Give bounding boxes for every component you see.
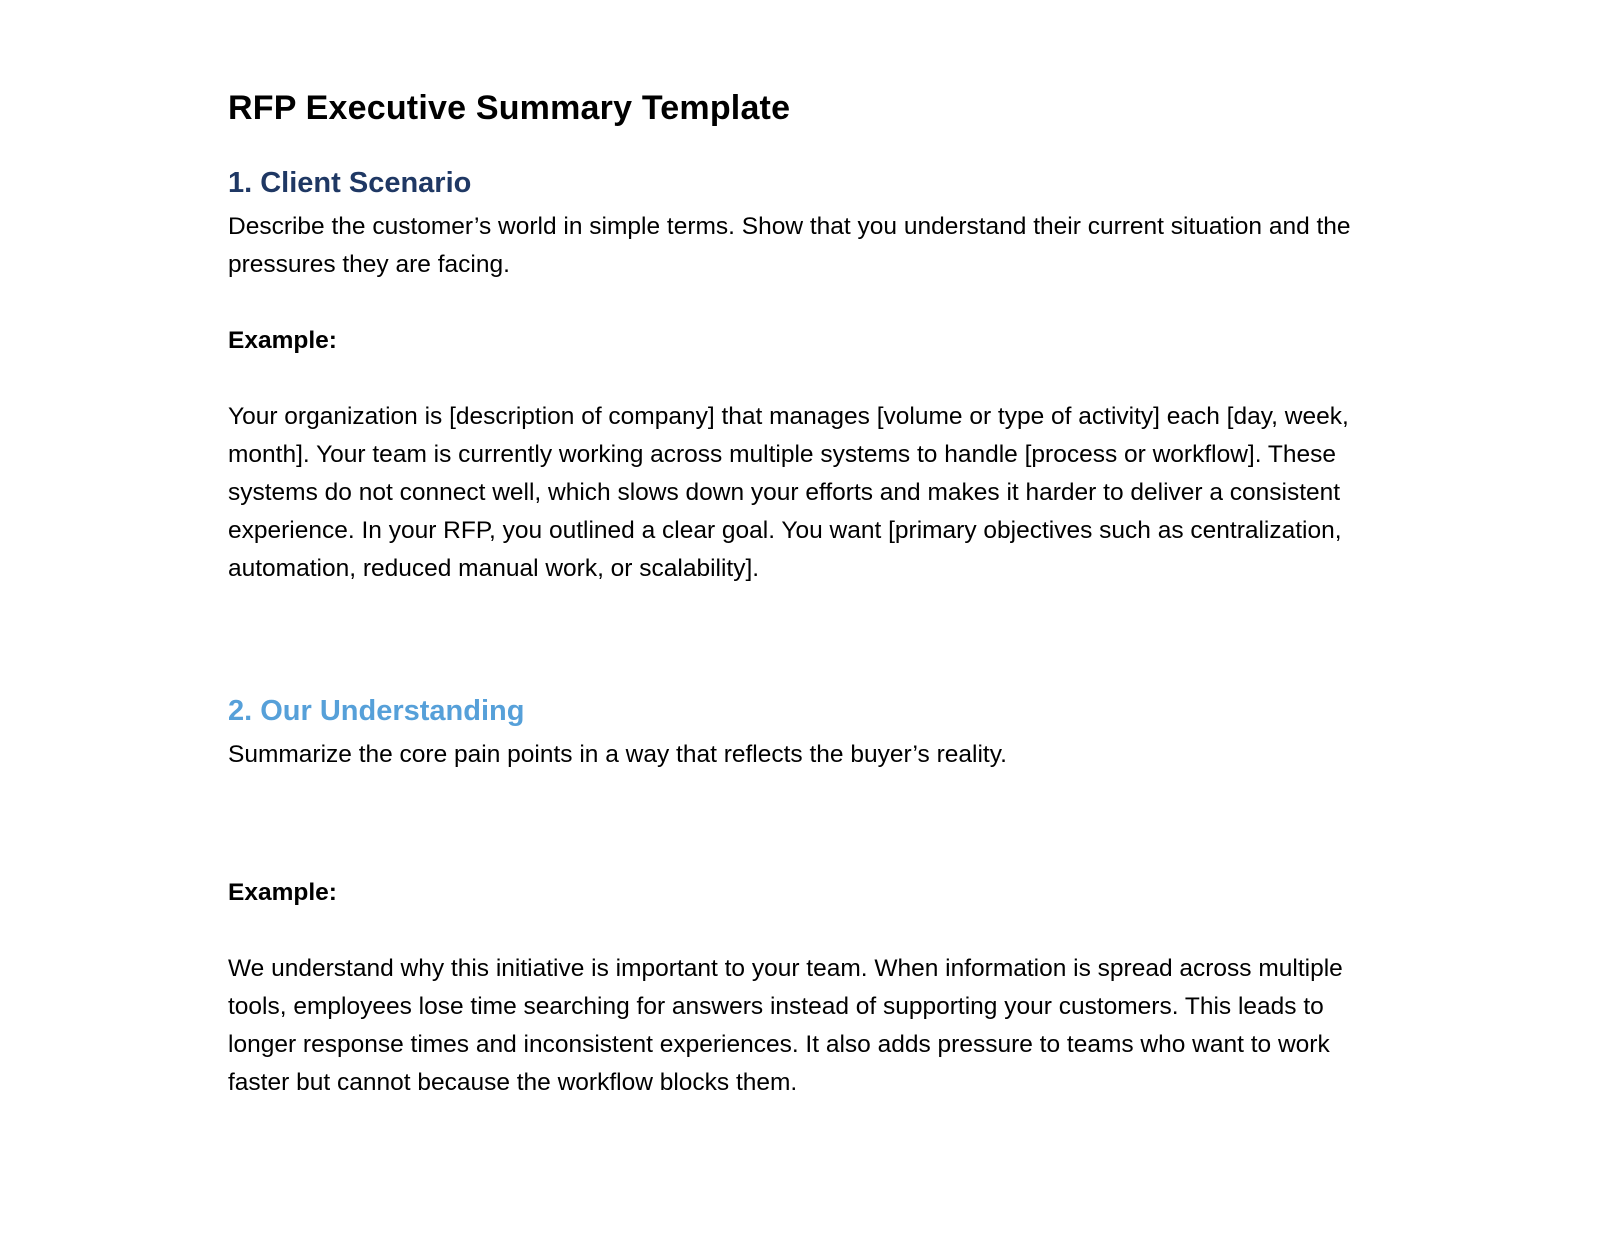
section-1-example-label: Example: (228, 327, 337, 354)
section-2-example-label: Example: (228, 879, 337, 906)
section-2-example-text: We understand why this initiative is important to your team. When information is spread across multiple tools, employees lose time searching for answers instead of supporting your customers. This leads to longer response times and inconsistent experiences. It also adds pressure to teams who want to work faster but cannot because the workflow blocks them. (228, 955, 1343, 1096)
section-1-heading: 1. Client Scenario (228, 167, 472, 199)
section-2-description: Summarize the core pain points in a way that reflects the buyer’s reality. (228, 741, 1007, 768)
section-1-description: Describe the customer’s world in simple terms. Show that you understand their current situation and the pressures they are facing. (228, 213, 1351, 278)
section-client-scenario (228, 166, 1356, 588)
document-title: RFP Executive Summary Template (228, 89, 791, 127)
section-1-example-text: Your organization is [description of company] that manages [volume or type of activity] each [day, week, month]. Your team is currently working across multiple systems to handle [process or workflow]. These systems do not connect well, which slows down your efforts and makes it harder to deliver a consistent experience. In your RFP, you outlined a clear goal. You want [primary objectives such as centralization, automation, reduced manual work, or scalability]. (228, 403, 1349, 582)
section-2-heading: 2. Our Understanding (228, 695, 525, 727)
section-our-understanding (228, 694, 1356, 1102)
document-content (228, 88, 1356, 1102)
